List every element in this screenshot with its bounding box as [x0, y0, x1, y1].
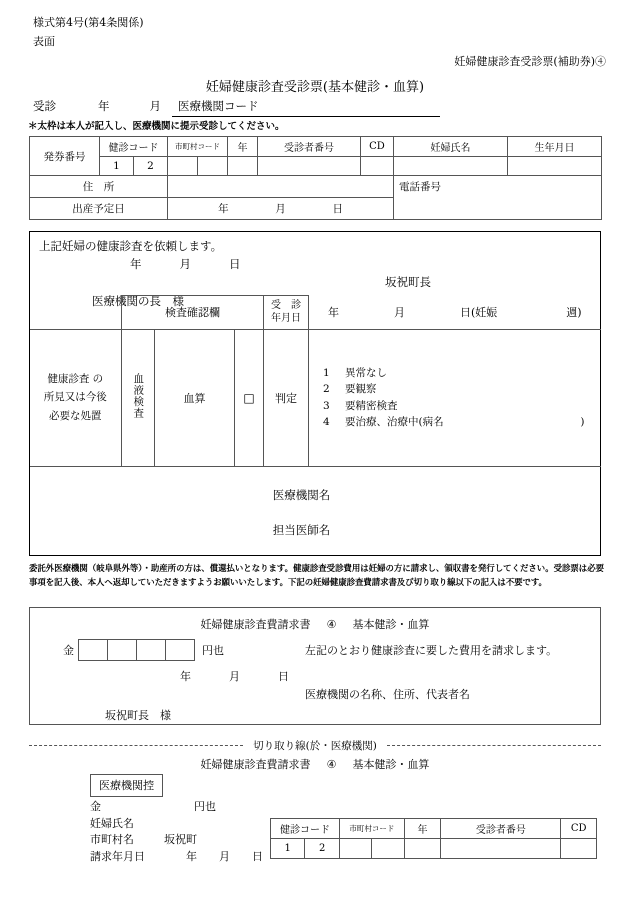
copy-checkup-code-2-cell[interactable]: 2	[305, 839, 339, 859]
copy-checkup-code-1-cell[interactable]: 1	[271, 839, 305, 859]
exam-table	[30, 295, 601, 467]
copy-city-label: 市町村名	[90, 833, 134, 847]
checkup-code-2-cell[interactable]: 2	[134, 157, 168, 176]
judgement-text-1: 異常なし	[345, 366, 388, 379]
amount-digit-box[interactable]	[165, 639, 195, 661]
blood-test-category	[122, 329, 155, 466]
copy-amount-label: 金	[90, 800, 101, 813]
doctor-name-label[interactable]: 担当医師名	[272, 523, 331, 537]
institution-copy-fields	[90, 799, 263, 866]
cd-header: CD	[361, 137, 394, 157]
table-row	[30, 137, 602, 157]
city-code-cell-2[interactable]	[198, 157, 228, 176]
judgement-close-paren: )	[580, 415, 585, 428]
cd-cell[interactable]	[361, 157, 394, 176]
patient-name-header: 妊婦氏名	[394, 137, 508, 157]
address-header: 住 所	[30, 176, 168, 198]
judgement-num-4: 4	[323, 415, 330, 428]
amount-digit-box[interactable]	[107, 639, 136, 661]
judgement-text-3: 要精密検査	[345, 399, 398, 412]
copy-title-kind: 基本健診・血算	[352, 758, 430, 771]
amount-suffix: 円也	[202, 644, 224, 657]
billing-amount-field[interactable]	[63, 639, 224, 661]
checkup-code-header: 健診コード	[100, 137, 168, 157]
request-month-label: 月	[179, 257, 191, 271]
exam-date-year: 年	[327, 306, 339, 319]
amount-digit-boxes[interactable]	[78, 639, 195, 661]
billing-claim-text: 左記のとおり健康診査に要した費用を請求します。	[305, 644, 558, 657]
address-cell[interactable]	[168, 176, 394, 198]
copy-claim-date-label: 請求年月日	[90, 850, 145, 864]
fine-print-note: 委託外医療機関（岐阜県外等）・助産所の方は、償還払いとなります。健康診査受診費用は妊婦の方に請求し、領収書を発行してください。受診票は必要事項を記入後、本人へ返却していただきますようお願いいたします。下記の妊婦健康診査費請求書及び切り取り線以下の記入は不要です。	[29, 563, 604, 587]
billing-representative-label[interactable]: 医療機関の名称、住所、代表者名	[305, 688, 470, 701]
table-row	[30, 329, 601, 466]
copy-name-row[interactable]	[90, 816, 263, 833]
copy-claim-year: 年	[186, 850, 197, 864]
billing-title-kind: 基本健診・血算	[352, 618, 430, 631]
copy-cd-header: CD	[561, 819, 597, 839]
patient-no-header: 受診者番号	[258, 137, 361, 157]
mayor-label: 坂祝町長	[385, 275, 431, 289]
billing-day-label: 日	[278, 670, 289, 683]
cut-line-dash-left	[29, 745, 243, 746]
judgement-list	[309, 365, 601, 430]
exam-date-header[interactable]	[309, 296, 601, 330]
table-row	[30, 296, 601, 330]
visit-date-header-line1: 受 診	[271, 300, 302, 312]
issue-no-header: 発券番号	[30, 137, 100, 176]
copy-city-code-cell-1[interactable]	[339, 839, 371, 859]
exam-corner-cell	[30, 296, 122, 330]
request-year-label: 年	[130, 257, 142, 271]
patient-name-cell[interactable]	[394, 157, 508, 176]
institution-code-label: 医療機関コード	[178, 99, 259, 113]
copy-patient-no-header: 受診者番号	[441, 819, 561, 839]
blood-test-vertical-label: 血液検査	[132, 373, 145, 419]
visit-year-label: 年	[98, 99, 110, 113]
copy-city-code-header: 市町村コード	[339, 819, 404, 839]
copy-amount-suffix: 円也	[194, 800, 216, 813]
institution-head-label: 医療機関の長 様	[92, 294, 184, 308]
institution-copy-table	[270, 818, 597, 859]
judgement-options[interactable]	[309, 329, 601, 466]
list-item[interactable]	[323, 381, 601, 397]
form-side-label: 表面	[33, 35, 55, 48]
due-year-label: 年	[218, 203, 229, 215]
request-section	[29, 231, 601, 556]
copy-city-row[interactable]	[90, 832, 263, 849]
billing-month-label: 月	[229, 670, 240, 683]
form-kind-label: 様式第4号(第4条関係)	[33, 16, 144, 29]
institution-copy-title	[0, 756, 630, 772]
birthdate-cell[interactable]	[508, 157, 602, 176]
copy-year-header: 年	[404, 819, 441, 839]
list-item[interactable]	[323, 398, 601, 414]
due-date-cell[interactable]	[168, 198, 394, 220]
judgement-text-4: 要治療、治療中(病名	[345, 415, 444, 428]
copy-patient-no-cell[interactable]	[441, 839, 561, 859]
request-day-label: 日	[229, 257, 241, 271]
judgement-label: 判定	[264, 329, 309, 466]
copy-claim-day: 日	[252, 850, 263, 864]
findings-line-3: 必要な処置	[49, 409, 102, 422]
exam-date-day: 日(妊娠	[459, 306, 498, 319]
applicant-table	[29, 136, 602, 220]
findings-line-1: 健康診査 の	[47, 372, 104, 385]
table-row	[271, 839, 597, 859]
city-code-cell-1[interactable]	[168, 157, 198, 176]
copy-city-value: 坂祝町	[164, 833, 197, 847]
exam-date-month: 月	[393, 306, 405, 319]
billing-year-label: 年	[180, 670, 191, 683]
exam-date-week: 週)	[566, 306, 582, 319]
city-code-header: 市町村コード	[168, 137, 228, 157]
table-row	[271, 819, 597, 839]
visit-date-line	[33, 98, 161, 114]
copy-name-label: 妊婦氏名	[90, 816, 134, 830]
copy-title-text: 妊婦健康診査費請求書	[200, 758, 311, 771]
amount-digit-box[interactable]	[78, 639, 107, 661]
due-month-label: 月	[275, 203, 286, 215]
amount-label: 金	[63, 644, 74, 657]
voucher-type-label: 妊婦健康診査受診票(補助券)④	[454, 55, 606, 68]
copy-amount-row[interactable]	[90, 799, 263, 816]
judgement-num-3: 3	[323, 399, 330, 412]
judgement-text-2: 要観察	[345, 383, 377, 396]
blood-count-checkbox[interactable]: □	[235, 329, 264, 466]
signature-block	[30, 487, 601, 538]
visit-month-label: 月	[149, 99, 161, 113]
table-row	[30, 176, 602, 198]
table-row	[30, 157, 602, 176]
billing-title-no: ④	[326, 618, 337, 631]
list-item[interactable]	[323, 414, 601, 430]
copy-cd-cell[interactable]	[561, 839, 597, 859]
due-day-label: 日	[332, 203, 343, 215]
institution-name-label[interactable]: 医療機関名	[272, 488, 331, 502]
copy-checkup-code-header: 健診コード	[271, 819, 340, 839]
findings-line-2: 所見又は今後	[43, 391, 107, 404]
cut-line	[29, 738, 601, 752]
year-header: 年	[228, 137, 258, 157]
visit-date-header-line2: 年月日	[271, 313, 302, 325]
amount-digit-box[interactable]	[136, 639, 165, 661]
year-cell[interactable]	[228, 157, 258, 176]
billing-section	[29, 607, 601, 725]
findings-label	[30, 329, 122, 466]
institution-code-field[interactable]	[172, 98, 440, 117]
billing-date-line[interactable]	[180, 668, 289, 684]
checkup-code-1-cell[interactable]: 1	[100, 157, 134, 176]
birthdate-header: 生年月日	[508, 137, 602, 157]
form-note: ＊太枠は本人が記入し、医療機関に提示受診してください。	[28, 121, 285, 132]
visit-date-header	[264, 296, 309, 330]
list-item[interactable]	[323, 365, 601, 381]
billing-title	[30, 616, 600, 632]
cut-line-label: 切り取り線(於・医療機関)	[253, 739, 377, 752]
billing-title-text: 妊婦健康診査費請求書	[200, 618, 311, 631]
billing-mayor-label: 坂祝町長 様	[105, 709, 171, 722]
blood-count-label: 血算	[155, 329, 235, 466]
copy-city-code-cell-2[interactable]	[372, 839, 404, 859]
copy-title-no: ④	[326, 758, 337, 771]
copy-claim-month: 月	[219, 850, 230, 864]
phone-header[interactable]: 電話番号	[394, 176, 602, 220]
patient-no-cell[interactable]	[258, 157, 361, 176]
visit-label: 受診	[33, 99, 56, 113]
cut-line-dash-right	[387, 745, 601, 746]
check-column-header: 検査確認欄	[122, 296, 264, 330]
institution-code-rule	[172, 115, 440, 117]
judgement-num-1: 1	[323, 366, 330, 379]
judgement-num-2: 2	[323, 383, 330, 396]
request-text: 上記妊婦の健康診査を依頼します。	[39, 239, 223, 253]
copy-claim-date-row[interactable]	[90, 849, 263, 866]
institution-copy-badge: 医療機関控	[90, 774, 163, 797]
due-date-header: 出産予定日	[30, 198, 168, 220]
page-title: 妊婦健康診査受診票(基本健診・血算)	[205, 80, 425, 95]
copy-year-cell[interactable]	[404, 839, 441, 859]
request-date-line[interactable]	[130, 256, 241, 272]
